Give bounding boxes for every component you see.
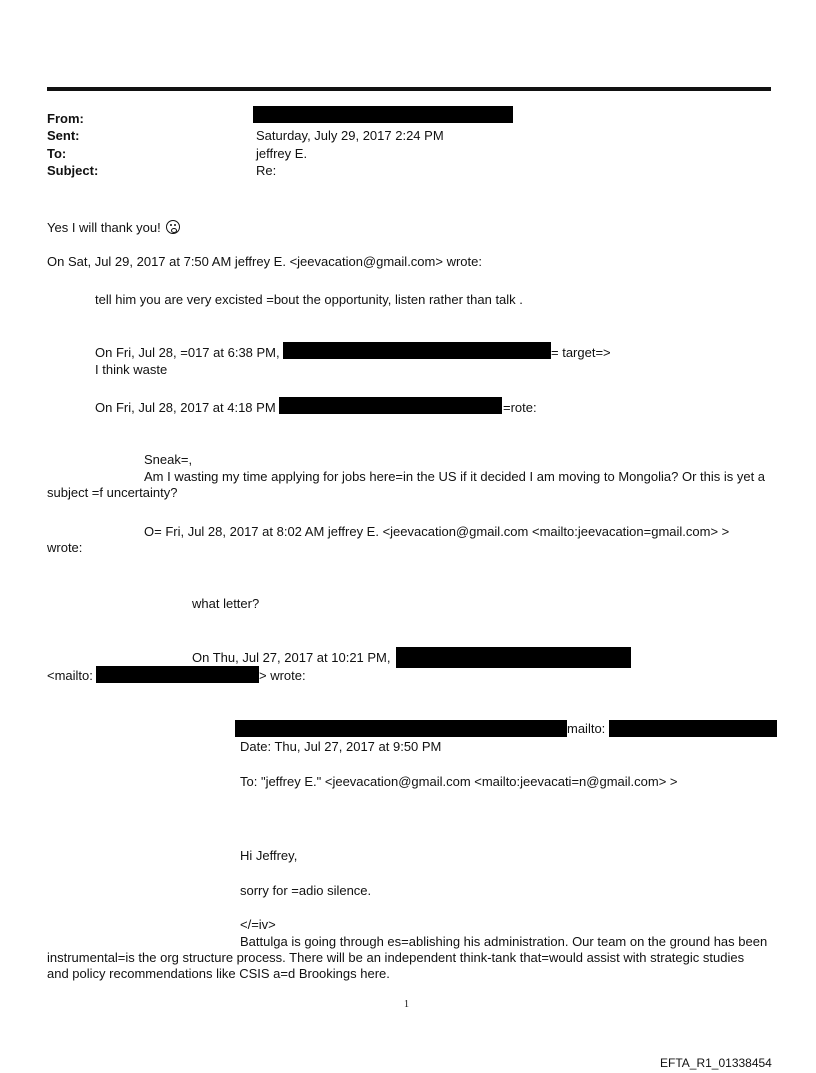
fwd-mailto: mailto: (567, 721, 606, 736)
quote1-text: tell him you are very excisted =bout the opportunity, listen rather than talk . (95, 292, 523, 307)
sent-value: Saturday, July 29, 2017 2:24 PM (256, 128, 444, 143)
quote3-attribution-suffix: =rote: (503, 400, 537, 415)
quote4-attribution: O= Fri, Jul 28, 2017 at 8:02 AM jeffrey E. <jeevacation@gmail.com <mailto:jeevacation=gmail.com> > wrote: (47, 524, 730, 555)
redacted-quote5-mailto (96, 666, 259, 683)
page-number: 1 (404, 999, 409, 1010)
quote3-attribution-prefix: On Fri, Jul 28, 2017 at 4:18 PM (95, 400, 276, 415)
quote5-mailto-prefix: <mailto: (47, 668, 93, 683)
quote1-attribution: On Sat, Jul 29, 2017 at 7:50 AM jeffrey E. <jeevacation@gmail.com> wrote: (47, 254, 482, 269)
to-value: jeffrey E. (256, 146, 308, 161)
to-label: To: (47, 146, 67, 161)
fwd-line2: </=iv> (240, 917, 276, 932)
quote2-attribution-suffix: = target=> (551, 345, 611, 360)
fwd-to: To: "jeffrey E." <jeevacation@gmail.com <mailto:jeevacati=n@gmail.com> > (240, 774, 678, 789)
document-id: EFTA_R1_01338454 (660, 1056, 772, 1070)
surprised-face-icon (166, 220, 180, 234)
fwd-line1: sorry for =adio silence. (240, 883, 372, 898)
redacted-quote5-sender (396, 647, 631, 668)
quote5-mailto-suffix: > wrote: (259, 668, 306, 683)
quote2-text: I think waste (95, 362, 168, 377)
subject-value: Re: (256, 163, 277, 178)
header-rule (47, 87, 771, 91)
reply-text: Yes I will thank you! (47, 220, 161, 235)
quote3-greeting: Sneak=, (144, 452, 193, 467)
subject-label: Subject: (47, 163, 99, 178)
fwd-date: Date: Thu, Jul 27, 2017 at 9:50 PM (240, 739, 442, 754)
from-label: From: (47, 111, 84, 126)
redacted-fwd-from (235, 720, 567, 737)
sent-label: Sent: (47, 128, 80, 143)
redacted-fwd-mailto (609, 720, 777, 737)
reply-line (47, 220, 180, 235)
quote2-attribution-prefix: On Fri, Jul 28, =017 at 6:38 PM, (95, 345, 280, 360)
fwd-paragraph: Battulga is going through es=ablishing his administration. Our team on the ground has been instrumental=is the org structure process. There will be an independent think-tank that=would assist with strategic studies and policy recommendations like CSIS a=d Brookings here. (47, 934, 768, 981)
redacted-quote3-sender (279, 397, 502, 414)
quote4-text: what letter? (192, 596, 260, 611)
quote3-paragraph: Am I wasting my time applying for jobs here=in the US if it decided I am moving to Mongolia? Or this is yet a subject =f uncertainty? (47, 469, 766, 500)
redacted-sender (253, 106, 513, 123)
quote5-attribution-prefix: On Thu, Jul 27, 2017 at 10:21 PM, (192, 650, 391, 665)
fwd-greeting: Hi Jeffrey, (240, 848, 298, 863)
redacted-quote2-sender (283, 342, 551, 359)
